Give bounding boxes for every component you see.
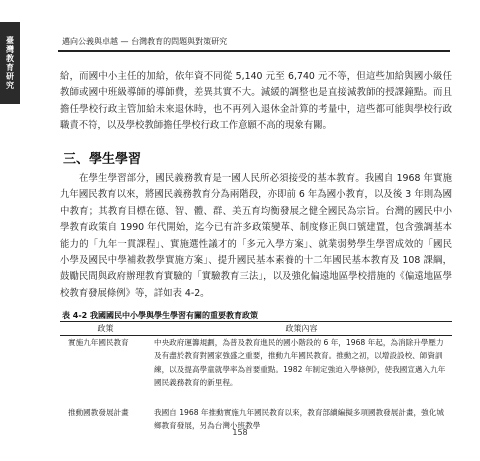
paragraph-1: 給，而國中小主任的加給，依年資不同從 5,140 元至 6,740 元不等，但這些加給與國小級任教師或國中班級導師的導師費，差異其實不大。減緩的調整也是直接減教師的授課鐘點。而且擔任學校行政主管加給未來退休時，也不再列入退休金計算的考量中，這些都可能與學校行政職責不符，以及學校教師擔任學校行政工作意願不高的現象有關。 [60, 71, 452, 132]
running-head: 邁向公義與卓越 — 台灣教育的問題與對策研究 [62, 37, 228, 46]
side-chapter-tab: 臺灣教育研究 [0, 22, 20, 104]
table-cell-policy: 實施九年國民教育 [68, 338, 129, 348]
table-header-policy: 政策 [60, 322, 151, 336]
table-row [60, 336, 452, 407]
policy-table [60, 321, 452, 434]
table-header-content: 政策內容 [151, 322, 452, 336]
table-cell-content: 中央政府運籌規劃，為普及教育進民的國小階段的 6 年，1968 年起，為消除升學壓力及有盡於教育對國家強盛之重要，推動九年國民教育。推動之初，以增設設校、師資訓練，以及提高學童就學率為首要重點。1982 年制定強迫入學條例》，使我國宣邁入九年國民義務教育的新里程。 [154, 338, 446, 387]
header-rule [58, 50, 450, 52]
table-cell-content: 我國自 1968 年推動實施九年國民教育以來，教育部續編擬多項國教發展計畫，強化城鄉教育發展，另為台灣小班教學 [154, 408, 444, 431]
table-caption: 表 4-2 我國國民中小學與學生學習有關的重要教育政策 [62, 311, 259, 320]
page-number: 158 [232, 428, 248, 437]
table-cell-policy: 推動國教發展計畫 [68, 408, 129, 418]
paragraph-2: 在學生學習部分，國民義務教育是一國人民所必須接受的基本教育。我國自 1968 年實施九年國民教育以來，將國民義務教育分為兩階段，亦即前 6 年為國小教育，以及後 3 年則為國中教育；其教育目標在德、智、體、群、美五育均衡發展之健全國民為宗旨。台灣的國民中小學教育政策自 1990 年代開始，迄今已有許多政策變革、制度修正與口號建置，包含強調基本能力的「九年一貫課程」、實施選性議才的「多元入學方案」、就業弱勢學生學習成效的「國民小學及國民中學補救教學實施方案」、提升國民基本素養的十二年國民基本教育及 108 課綱，鼓勵民間與政府辦理教育實驗的「實驗教育三法」，以及強化偏遠地區學校措施的《偏遠地區學校教育發展條例》等，詳如表 4-2。 [60, 173, 452, 299]
table-header-row [60, 322, 452, 336]
section-heading: 三、學生學習 [63, 152, 142, 167]
